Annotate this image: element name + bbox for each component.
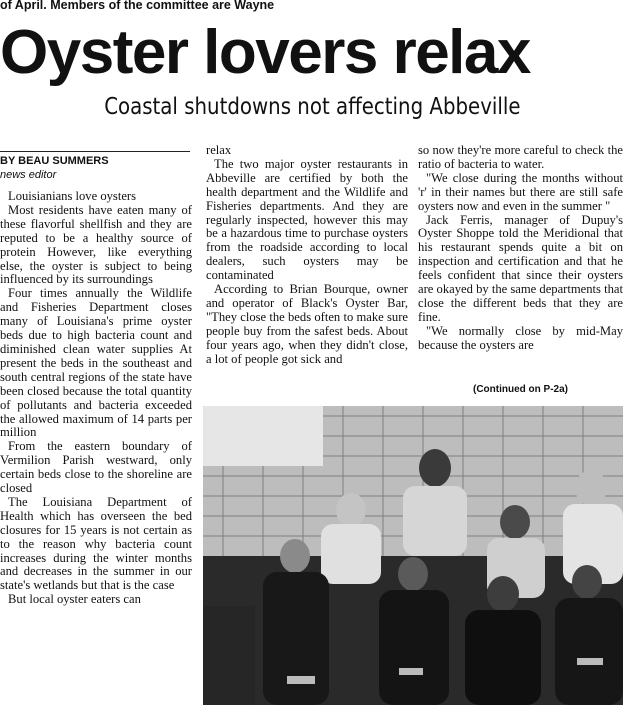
paragraph: "We normally close by mid-May because the oysters are (418, 323, 623, 352)
headline: Oyster lovers relax (0, 18, 530, 87)
paragraph: relax (206, 144, 232, 157)
paragraph: so now they're more careful to check the ratio of bacteria to water. (418, 144, 623, 171)
article-column-2 (206, 144, 408, 430)
byline-title: news editor (0, 169, 57, 181)
paragraph: "We close during the months without 'r' in their names but there are still safe oysters now and even in the summer " (418, 170, 623, 213)
team-photo (203, 406, 623, 705)
paragraph: Most residents have eaten many of these flavorful shellfish and they are reputed to be a healthy source of protein However, like everything else, the oyster is subject to being influenced by its surroundings (0, 202, 192, 287)
photo-sky-patch (203, 406, 323, 466)
paragraph: But local oyster eaters can (8, 592, 141, 607)
paragraph: Jack Ferris, manager of Dupuy's Oyster Shoppe told the Meridional that his restaurant spends quite a bit on inspection and certification and that he feels confident that since their oysters are okayed by the same departments that close the different beds that they are fine. (418, 212, 623, 324)
paragraph: The two major oyster restaurants in Abbeville are certified by both the health department and the Wildlife and Fisheries departments. And they are regularly inspected, however this may be a hazardous time to purchase oysters from the roadside according to local dealers, such oysters may be contaminated (206, 156, 408, 283)
subheadline: Coastal shutdowns not affecting Abbeville (104, 94, 521, 120)
previous-story-fragment: of April. Members of the committee are Wayne (0, 0, 275, 12)
paragraph: According to Brian Bourque, owner and operator of Black's Oyster Bar, "They close the beds often to make sure people buy from the safest beds. About four years ago, when they didn't close, a lot of people got sick and (206, 282, 408, 366)
paragraph: Louisianians love oysters (8, 189, 137, 203)
continued-notice: (Continued on P-2a) (473, 384, 568, 395)
paragraph: The Louisiana Department of Health which has overseen the bed closures for 15 years is not certain as to the reason why bacteria count increases during the winter months and decreases in the summer in our state's wetlands but that is the case (0, 494, 192, 593)
article-column-3 (418, 144, 623, 386)
paragraph: From the eastern boundary of Vermilion Parish westward, only certain beds close to the shoreline are closed (0, 439, 192, 496)
article-column-1 (0, 144, 192, 705)
paragraph: Four times annually the Wildlife and Fisheries Department closes many of Louisiana's prime oyster beds due to high bacteria count and diminished clean water supplies At present the beds in the southeast and south central regions of the state have been closed because the total quantity of pollutants and bacteria exceeded the allowed maximum of 14 parts per million (0, 286, 192, 440)
byline: BY BEAU SUMMERS (0, 155, 109, 167)
